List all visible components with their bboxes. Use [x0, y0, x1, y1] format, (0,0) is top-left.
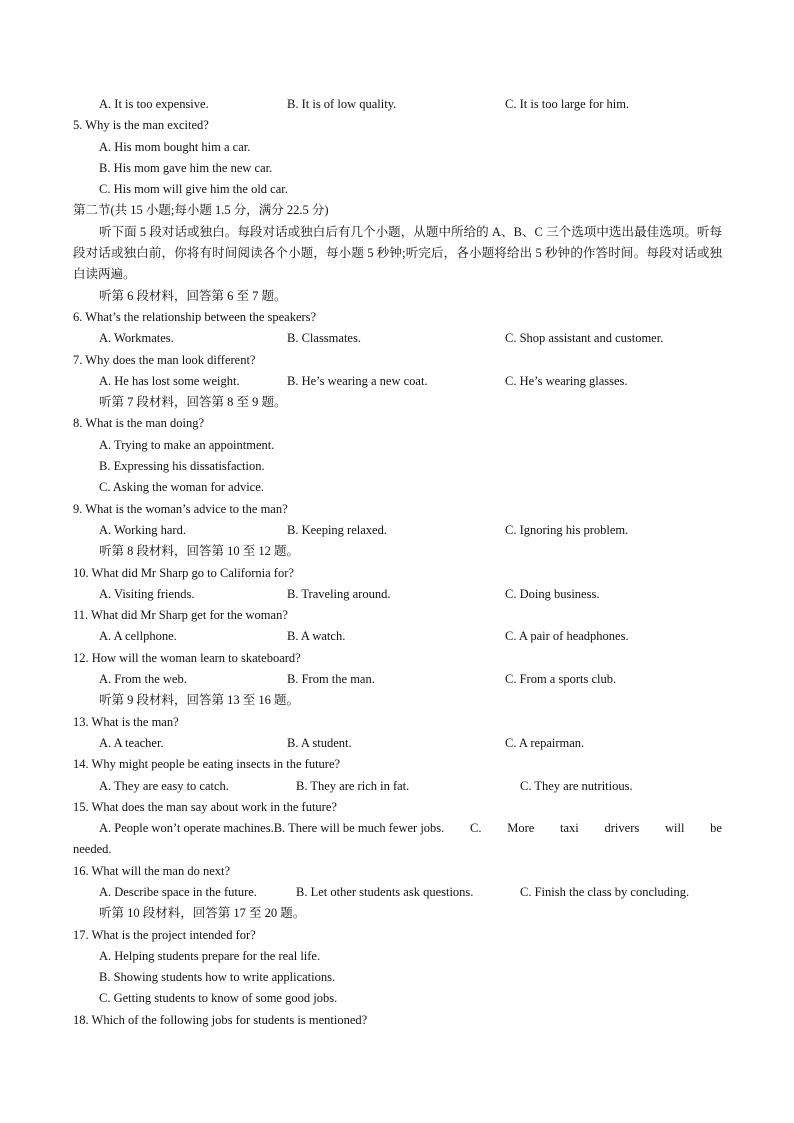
question-12: 12. How will the woman learn to skateboard?	[73, 650, 301, 665]
q14-option-c: C. They are nutritious.	[520, 778, 633, 793]
q12-option-b: B. From the man.	[287, 672, 375, 687]
q12-option-a: A. From the web.	[99, 672, 187, 687]
q14-options-row	[0, 776, 794, 797]
q17-option-c: C. Getting students to know of some good jobs.	[99, 991, 338, 1006]
q16-options-row	[0, 882, 794, 903]
q15-word: C.	[470, 821, 482, 836]
q9-options-row	[0, 520, 794, 541]
q6-option-c: C. Shop assistant and customer.	[505, 331, 664, 346]
question-10: 10. What did Mr Sharp go to California for?	[73, 565, 294, 580]
q15-word: More	[507, 821, 535, 836]
question-14: 14. Why might people be eating insects in the future?	[73, 757, 341, 772]
material-8-heading: 听第 8 段材料，回答第 10 至 12 题。	[99, 544, 300, 559]
material-7-heading: 听第 7 段材料，回答第 8 至 9 题。	[99, 395, 287, 410]
q15-option-ab: A. People won’t operate machines.B. There will be much fewer jobs.	[99, 821, 445, 836]
q6-option-b: B. Classmates.	[287, 331, 361, 346]
q13-option-c: C. A repairman.	[505, 735, 585, 750]
q9-option-b: B. Keeping relaxed.	[287, 522, 387, 537]
section-heading: 第二节(共 15 小题;每小题 1.5 分，满分 22.5 分)	[73, 203, 329, 218]
q15-word: drivers	[604, 821, 640, 836]
q9-option-a: A. Working hard.	[99, 522, 186, 537]
q13-option-b: B. A student.	[287, 735, 352, 750]
q10-option-c: C. Doing business.	[505, 586, 600, 601]
q15-word: taxi	[560, 821, 579, 836]
q5-option-c: C. His mom will give him the old car.	[99, 182, 288, 197]
q17-option-a: A. Helping students prepare for the real life.	[99, 948, 321, 963]
question-7: 7. Why does the man look different?	[73, 352, 256, 367]
q4-option-c: C. It is too large for him.	[505, 97, 630, 111]
q11-option-a: A. A cellphone.	[99, 629, 177, 644]
q7-option-b: B. He’s wearing a new coat.	[287, 373, 428, 388]
q5-option-b: B. His mom gave him the new car.	[99, 160, 273, 175]
exam-page	[0, 94, 794, 1031]
q7-option-a: A. He has lost some weight.	[99, 373, 240, 388]
q13-option-a: A. A teacher.	[99, 735, 164, 750]
question-17: 17. What is the project intended for?	[73, 927, 256, 942]
q4-options-row	[0, 94, 794, 115]
q6-options-row	[0, 328, 794, 349]
q6-option-a: A. Workmates.	[99, 331, 174, 346]
section-instructions: 听下面 5 段对话或独白。每段对话或独白后有几个小题，从题中所给的 A、B、C 三个选项中选出最佳选项。听每段对话或独白前，你将有时间阅读各个小题，每小题 5 秒钟;听完后，各小题将给出 5 秒钟的作答时间。每段对话或独白读两遍。	[73, 224, 722, 282]
q8-option-b: B. Expressing his dissatisfaction.	[99, 459, 265, 474]
q15-options-row	[0, 818, 794, 839]
question-16: 16. What will the man do next?	[73, 863, 231, 878]
q9-option-c: C. Ignoring his problem.	[505, 522, 629, 537]
question-15: 15. What does the man say about work in the future?	[73, 799, 337, 814]
q16-option-c: C. Finish the class by concluding.	[520, 884, 690, 899]
question-5: 5. Why is the man excited?	[73, 118, 209, 133]
q11-options-row	[0, 626, 794, 647]
q4-option-a: A. It is too expensive.	[99, 97, 209, 111]
question-11: 11. What did Mr Sharp get for the woman?	[73, 608, 288, 623]
q5-option-a: A. His mom bought him a car.	[99, 139, 251, 154]
q15-word: will	[664, 821, 685, 836]
q16-option-b: B. Let other students ask questions.	[296, 884, 474, 899]
q4-option-b: B. It is of low quality.	[287, 97, 397, 111]
material-10-heading: 听第 10 段材料，回答第 17 至 20 题。	[99, 906, 306, 921]
q16-option-a: A. Describe space in the future.	[99, 884, 257, 899]
question-18: 18. Which of the following jobs for students is mentioned?	[73, 1012, 368, 1027]
question-6: 6. What’s the relationship between the speakers?	[73, 309, 317, 324]
q12-option-c: C. From a sports club.	[505, 672, 617, 687]
q10-option-b: B. Traveling around.	[287, 586, 391, 601]
q8-option-a: A. Trying to make an appointment.	[99, 437, 275, 452]
q15-word: be	[710, 821, 722, 836]
q7-option-c: C. He’s wearing glasses.	[505, 373, 628, 388]
q10-option-a: A. Visiting friends.	[99, 586, 195, 601]
question-13: 13. What is the man?	[73, 714, 179, 729]
q17-option-b: B. Showing students how to write applications.	[99, 970, 336, 985]
q11-option-c: C. A pair of headphones.	[505, 629, 629, 644]
q13-options-row	[0, 733, 794, 754]
question-8: 8. What is the man doing?	[73, 416, 204, 431]
q10-options-row	[0, 584, 794, 605]
material-6-heading: 听第 6 段材料，回答第 6 至 7 题。	[99, 288, 287, 303]
q8-option-c: C. Asking the woman for advice.	[99, 480, 264, 495]
q14-option-a: A. They are easy to catch.	[99, 778, 229, 793]
q15-option-c-continued: needed.	[73, 842, 112, 857]
q7-options-row	[0, 371, 794, 392]
q14-option-b: B. They are rich in fat.	[296, 778, 410, 793]
q12-options-row	[0, 669, 794, 690]
q15-options-justified	[99, 818, 722, 839]
material-9-heading: 听第 9 段材料，回答第 13 至 16 题。	[99, 693, 300, 708]
q11-option-b: B. A watch.	[287, 629, 346, 644]
question-9: 9. What is the woman’s advice to the man?	[73, 501, 288, 516]
